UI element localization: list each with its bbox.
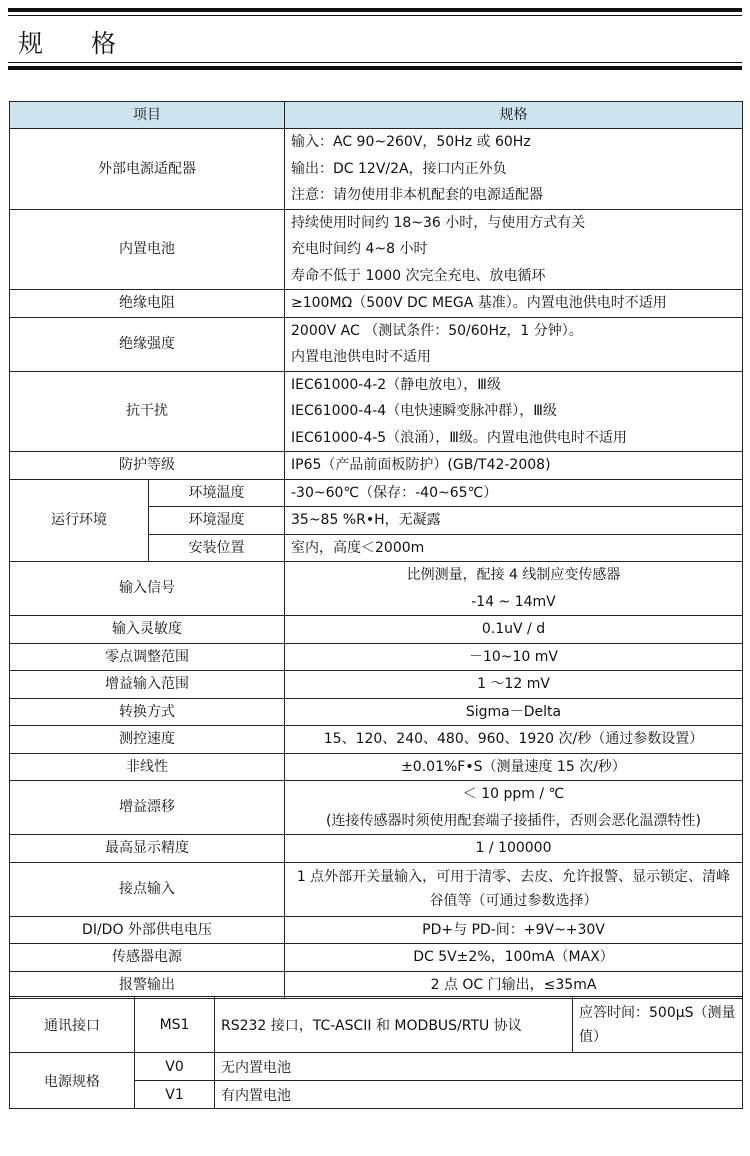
row-value: IP65（产品前面板防护）(GB/T42-2008) bbox=[285, 452, 743, 480]
ordering-table bbox=[9, 996, 743, 1109]
row-label: DI/DO 外部供电电压 bbox=[10, 916, 285, 944]
row-label: 最高显示精度 bbox=[10, 835, 285, 863]
title-rule-thick bbox=[8, 66, 742, 70]
value-line: -14 ~ 14mV bbox=[471, 593, 556, 610]
row-value: PD+与 PD-间：+9V~+30V bbox=[285, 916, 743, 944]
value-line: 内置电池供电时不适用 bbox=[291, 349, 431, 365]
option-code: MS1 bbox=[135, 997, 215, 1053]
row-label: 增益漂移 bbox=[10, 781, 285, 835]
table-row bbox=[10, 781, 743, 835]
table-row bbox=[10, 317, 743, 371]
row-label: 绝缘强度 bbox=[10, 317, 285, 371]
sub-label: 环境湿度 bbox=[149, 507, 285, 535]
option-code: V0 bbox=[135, 1053, 215, 1081]
row-label: 运行环境 bbox=[10, 479, 149, 562]
value-line: (连接传感器时须使用配套端子接插件，否则会恶化温漂特性) bbox=[326, 812, 701, 829]
table-row bbox=[10, 371, 743, 452]
row-label: 防护等级 bbox=[10, 452, 285, 480]
table-row bbox=[10, 616, 743, 644]
table-row bbox=[10, 209, 743, 290]
row-label: 绝缘电阻 bbox=[10, 290, 285, 318]
sub-label: 安装位置 bbox=[149, 534, 285, 562]
value-line: IEC61000-4-5（浪涌），Ⅲ级。内置电池供电时不适用 bbox=[291, 429, 627, 446]
row-value: ≥100MΩ（500V DC MEGA 基准）。内置电池供电时不适用 bbox=[285, 290, 743, 318]
value-line: IEC61000-4-2（静电放电），Ⅲ级 bbox=[291, 376, 501, 393]
table-row bbox=[10, 835, 743, 863]
value-line: 注意：请勿使用非本机配套的电源适配器 bbox=[291, 187, 543, 203]
table-row bbox=[10, 971, 743, 999]
row-label: 传感器电源 bbox=[10, 944, 285, 972]
row-value: -30~60℃（保存：-40~65℃） bbox=[285, 479, 743, 507]
table-row bbox=[10, 1053, 743, 1081]
option-note: 应答时间：500μS（测量值） bbox=[573, 997, 743, 1053]
table-row bbox=[10, 944, 743, 972]
row-value: 1 ～12 mV bbox=[285, 671, 743, 699]
table-row bbox=[10, 726, 743, 754]
row-value: Sigma－Delta bbox=[285, 698, 743, 726]
row-value bbox=[285, 209, 743, 290]
row-label: 增益输入范围 bbox=[10, 671, 285, 699]
table-row bbox=[10, 862, 743, 916]
row-value: 1 点外部开关量输入，可用于清零、去皮、允许报警、显示锁定、清峰谷值等（可通过参数选择） bbox=[285, 862, 743, 916]
value-line: 比例测量，配接 4 线制应变传感器 bbox=[406, 567, 621, 583]
row-value bbox=[285, 317, 743, 371]
value-line: 输入：AC 90~260V，50Hz 或 60Hz bbox=[291, 134, 531, 150]
row-value: －10~10 mV bbox=[285, 643, 743, 671]
value-line: 充电时间约 4~8 小时 bbox=[291, 241, 428, 257]
value-line: 持续使用时间约 18~36 小时，与使用方式有关 bbox=[291, 214, 586, 231]
value-line: ＜ 10 ppm / ℃ bbox=[462, 786, 565, 802]
row-label: 内置电池 bbox=[10, 209, 285, 290]
header-item: 项目 bbox=[10, 102, 285, 129]
row-value: DC 5V±2%，100mA（MAX） bbox=[285, 944, 743, 972]
table-row bbox=[10, 997, 743, 1053]
row-label: 非线性 bbox=[10, 753, 285, 781]
row-value: 室内，高度＜2000m bbox=[285, 534, 743, 562]
row-label: 零点调整范围 bbox=[10, 643, 285, 671]
top-rule-thin bbox=[8, 15, 742, 16]
top-rule-thick bbox=[8, 8, 742, 12]
option-desc: 无内置电池 bbox=[215, 1053, 743, 1081]
table-row bbox=[10, 562, 743, 616]
table-row bbox=[10, 129, 743, 210]
table-row bbox=[10, 290, 743, 318]
value-line: 寿命不低于 1000 次完全充电、放电循环 bbox=[291, 267, 546, 284]
page-title: 规 格 bbox=[18, 29, 136, 58]
row-label: 电源规格 bbox=[10, 1053, 135, 1109]
row-label: 输入信号 bbox=[10, 562, 285, 616]
row-value bbox=[285, 371, 743, 452]
table-row bbox=[10, 643, 743, 671]
row-label: 接点输入 bbox=[10, 862, 285, 916]
row-label: 输入灵敏度 bbox=[10, 616, 285, 644]
table-row bbox=[10, 671, 743, 699]
table-row bbox=[10, 452, 743, 480]
option-desc: RS232 接口，TC-ASCII 和 MODBUS/RTU 协议 bbox=[215, 997, 573, 1053]
row-label: 报警输出 bbox=[10, 971, 285, 999]
header-spec: 规格 bbox=[285, 102, 743, 129]
row-label: 测控速度 bbox=[10, 726, 285, 754]
table-row bbox=[10, 698, 743, 726]
row-value: 2 点 OC 门输出，≤35mA bbox=[285, 971, 743, 999]
option-code: V1 bbox=[135, 1081, 215, 1109]
row-label: 抗干扰 bbox=[10, 371, 285, 452]
title-rule-thin bbox=[8, 62, 742, 63]
row-value: 0.1uV / d bbox=[285, 616, 743, 644]
value-line: 2000V AC （测试条件：50/60Hz，1 分钟）。 bbox=[291, 322, 583, 339]
table-header-row bbox=[10, 102, 743, 129]
row-label: 通讯接口 bbox=[10, 997, 135, 1053]
row-label: 转换方式 bbox=[10, 698, 285, 726]
value-line: 输出：DC 12V/2A，接口内正外负 bbox=[291, 160, 507, 177]
spec-table bbox=[9, 101, 743, 999]
row-value bbox=[285, 562, 743, 616]
option-desc: 有内置电池 bbox=[215, 1081, 743, 1109]
table-row bbox=[10, 479, 743, 507]
sub-label: 环境温度 bbox=[149, 479, 285, 507]
table-row bbox=[10, 916, 743, 944]
row-label: 外部电源适配器 bbox=[10, 129, 285, 210]
row-value: 35~85 %R•H，无凝露 bbox=[285, 507, 743, 535]
table-row bbox=[10, 753, 743, 781]
row-value bbox=[285, 781, 743, 835]
value-line: IEC61000-4-4（电快速瞬变脉冲群），Ⅲ级 bbox=[291, 403, 557, 419]
row-value: 1 / 100000 bbox=[285, 835, 743, 863]
row-value: ±0.01%F•S（测量速度 15 次/秒） bbox=[285, 753, 743, 781]
row-value: 15、120、240、480、960、1920 次/秒（通过参数设置） bbox=[285, 726, 743, 754]
row-value bbox=[285, 129, 743, 210]
